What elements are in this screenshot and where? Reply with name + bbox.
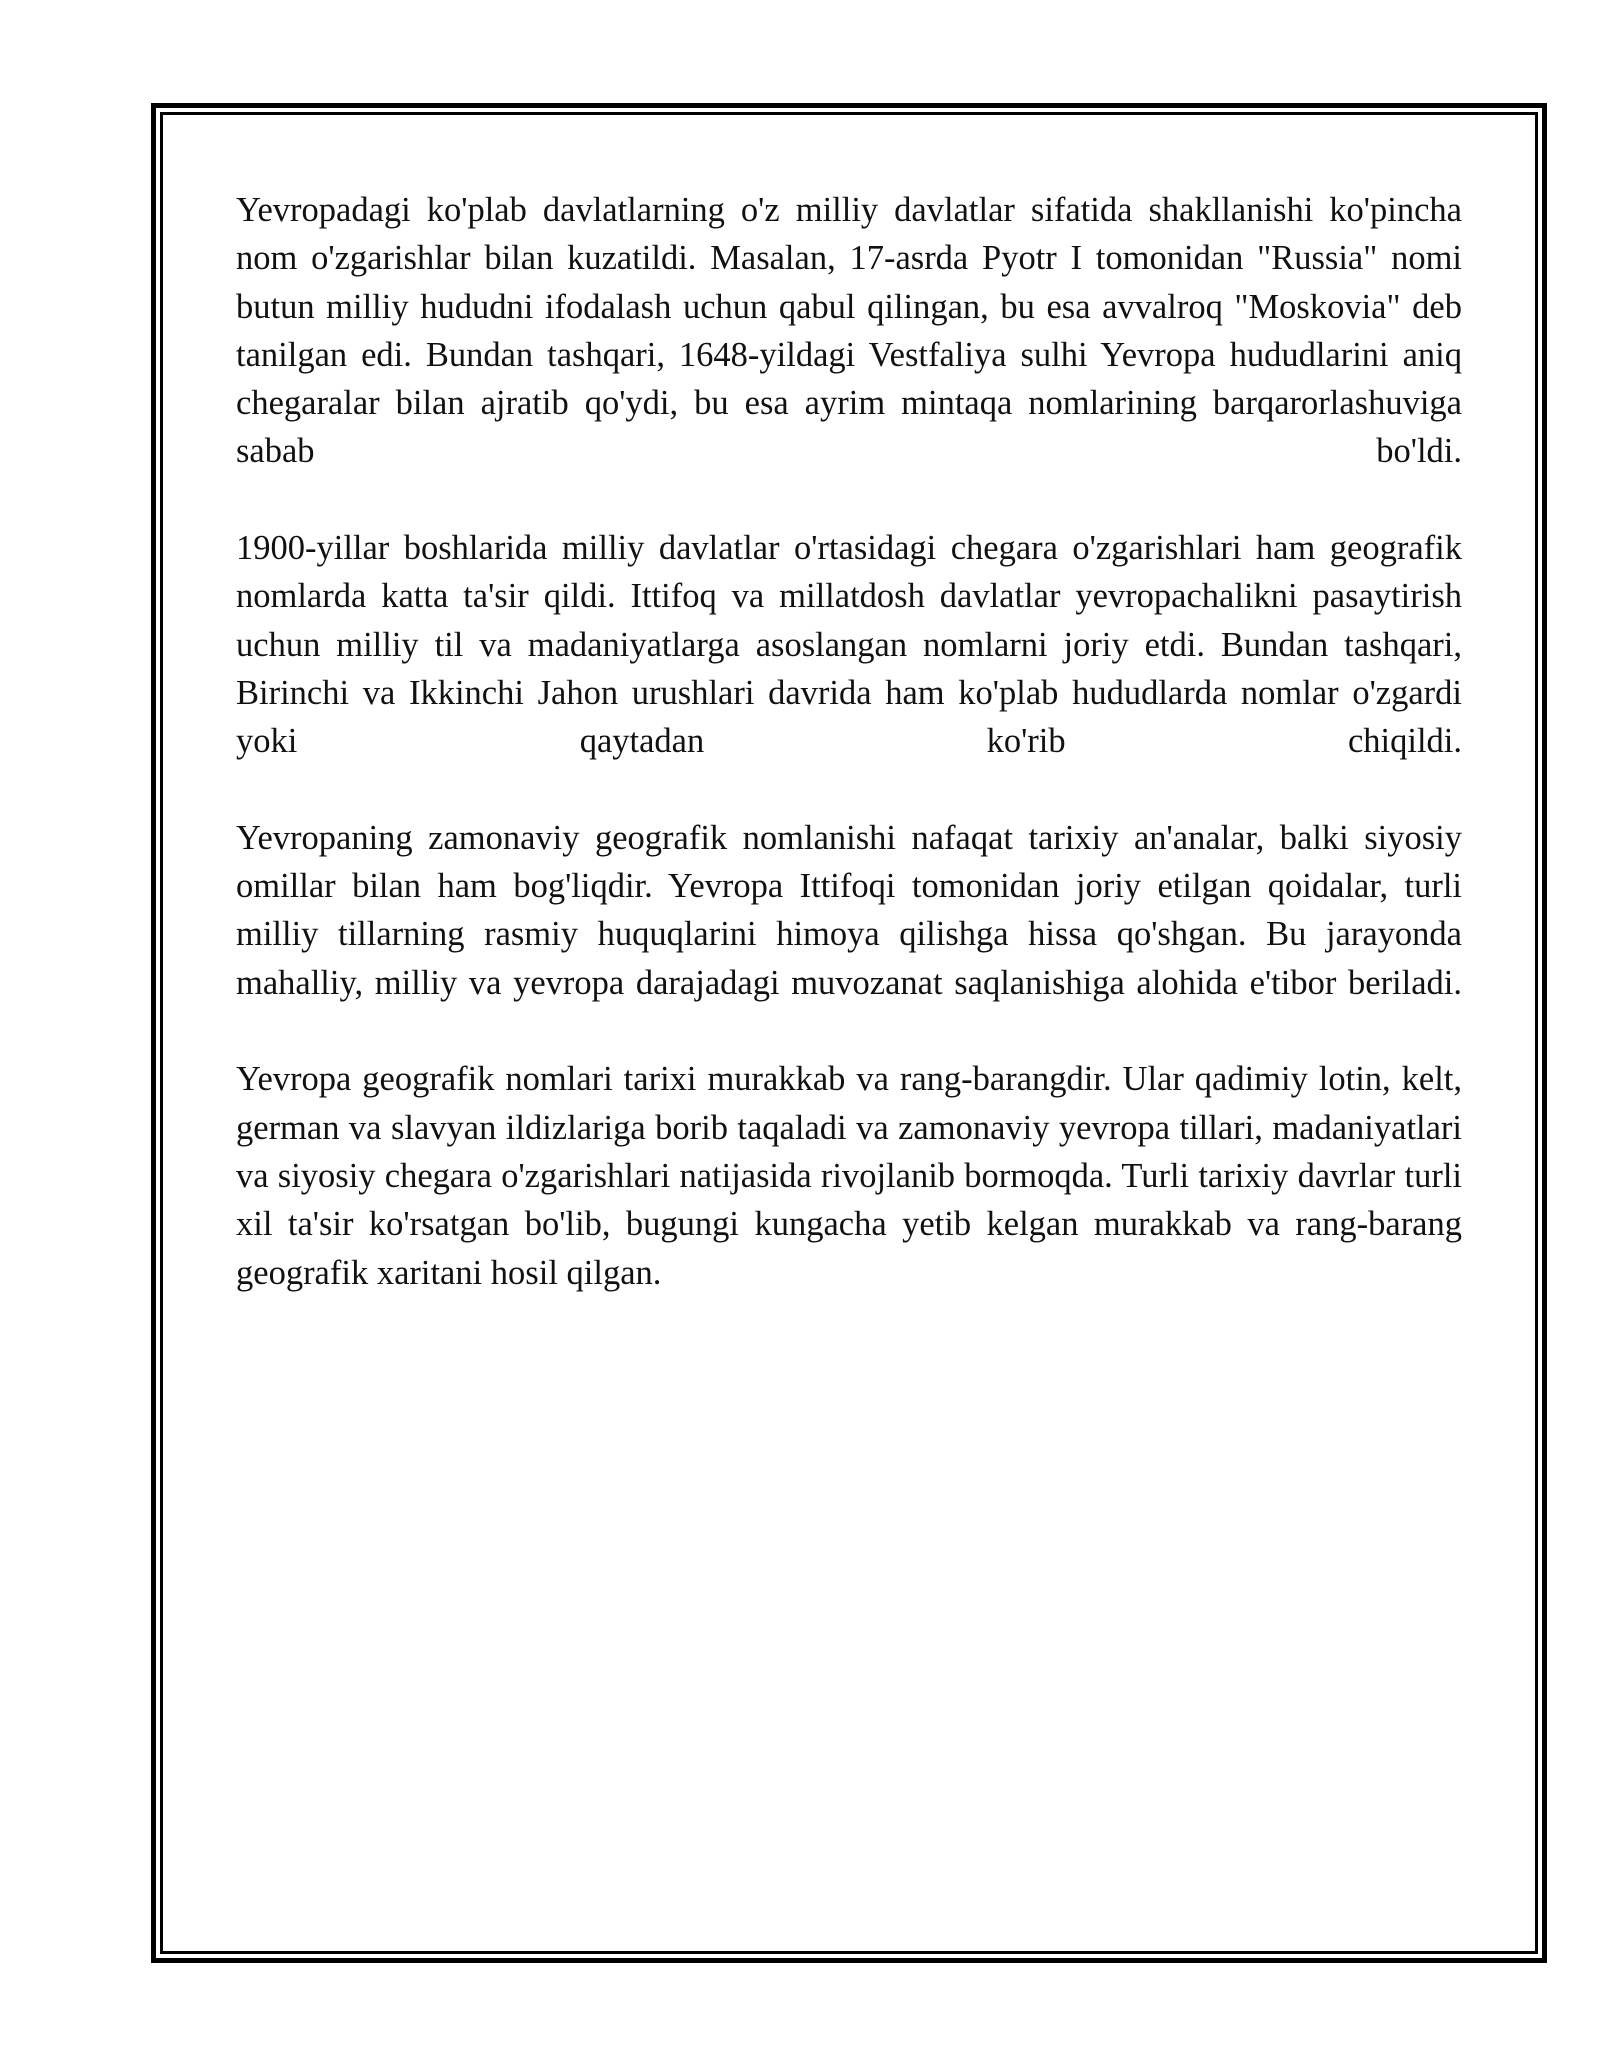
paragraph: Yevropaning zamonaviy geografik nomlanishi nafaqat tarixiy an'analar, balki siyosiy omillar bilan ham bog'liqdir. Yevropa Ittifoqi tomonidan joriy etilgan qoidalar, turli milliy tillarning rasmiy huquqlarini himoya qilishga hissa qo'shgan. Bu jarayonda mahalliy, milliy va yevropa darajadagi muvozanat saqlanishiga alohida e'tibor beriladi. — [236, 818, 1462, 1002]
paragraph: Yevropa geografik nomlari tarixi murakkab va rang-barangdir. Ular qadimiy lotin, kelt, german va slavyan ildizlariga borib taqaladi va zamonaviy yevropa tillari, madaniyatlari va siyosiy chegara o'zgarishlari natijasida rivojlanib bormoqda. Turli tarixiy davrlar turli xil ta'sir ko'rsatgan bo'lib, bugungi kungacha yetib kelgan murakkab va rang-barang geografik xaritani hosil qilgan. — [236, 1060, 1462, 1292]
paragraph: 1900-yillar boshlarida milliy davlatlar o'rtasidagi chegara o'zgarishlari ham geografik nomlarda katta ta'sir qildi. Ittifoq va millatdosh davlatlar yevropachalikni pasaytirish uchun milliy til va madaniyatlarga asoslangan nomlarni joriy etdi. Bundan tashqari, Birinchi va Ikkinchi Jahon urushlari davrida ham ko'plab hududlarda nomlar o'zgardi yoki qaytadan ko'rib chiqildi. — [236, 529, 1462, 761]
document-body — [236, 186, 1462, 1345]
paragraph: Yevropadagi ko'plab davlatlarning o'z milliy davlatlar sifatida shakllanishi ko'pincha nom o'zgarishlar bilan kuzatildi. Masalan, 17-asrda Pyotr I tomonidan "Russia" nomi butun milliy hududni ifodalash uchun qabul qilingan, bu esa avvalroq "Moskovia" deb tanilgan edi. Bundan tashqari, 1648-yildagi Vestfaliya sulhi Yevropa hududlarini aniq chegaralar bilan ajratib qo'ydi, bu esa ayrim mintaqa nomlarining barqarorlashuviga sabab bo'ldi. — [236, 191, 1462, 471]
